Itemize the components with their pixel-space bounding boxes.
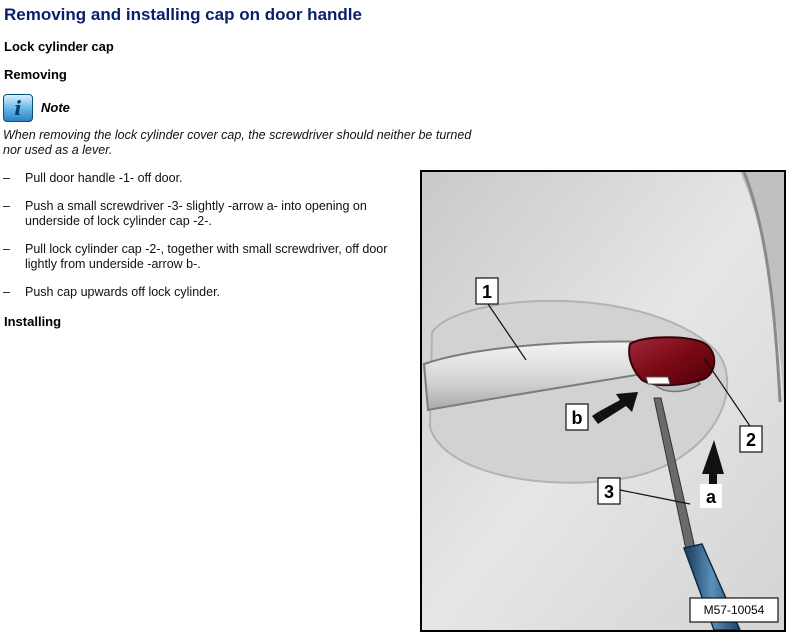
info-icon-glyph: i (14, 96, 22, 120)
page-title: Removing and installing cap on door handle (4, 5, 362, 24)
door-handle-figure (420, 170, 786, 632)
cap-underside-slot (646, 377, 670, 384)
lock-cylinder-cap (629, 337, 714, 385)
section-title: Lock cylinder cap (4, 39, 114, 54)
bullet: – (3, 285, 10, 299)
note-text: When removing the lock cylinder cover cap, the screwdriver should neither be turned nor used as a lever. (3, 128, 472, 157)
callout-a: a (705, 487, 717, 507)
step-text: Push a small screwdriver -3- slightly -arrow a- into opening on underside of lock cylinder cap -2-. (25, 199, 367, 228)
list-item (3, 171, 418, 186)
bullet: – (3, 171, 10, 185)
step-text: Push cap upwards off lock cylinder. (25, 285, 221, 299)
callout-3: 3 (603, 482, 615, 502)
figure-illustration (422, 172, 784, 630)
removal-steps-list (3, 171, 418, 313)
callout-1: 1 (481, 282, 493, 302)
list-item (3, 285, 418, 300)
info-icon (3, 94, 33, 122)
list-item (3, 242, 418, 272)
step-text: Pull lock cylinder cap -2-, together with small screwdriver, off door lightly from underside -arrow b-. (25, 242, 388, 271)
list-item (3, 199, 418, 229)
callout-b: b (571, 408, 583, 428)
bullet: – (3, 199, 10, 213)
callout-2: 2 (745, 430, 757, 450)
figure-code: M57-10054 (703, 603, 765, 617)
step-text: Pull door handle -1- off door. (25, 171, 183, 185)
removing-heading: Removing (4, 67, 67, 82)
note-label: Note (41, 100, 70, 115)
installing-heading: Installing (4, 314, 62, 329)
bullet: – (3, 242, 10, 256)
